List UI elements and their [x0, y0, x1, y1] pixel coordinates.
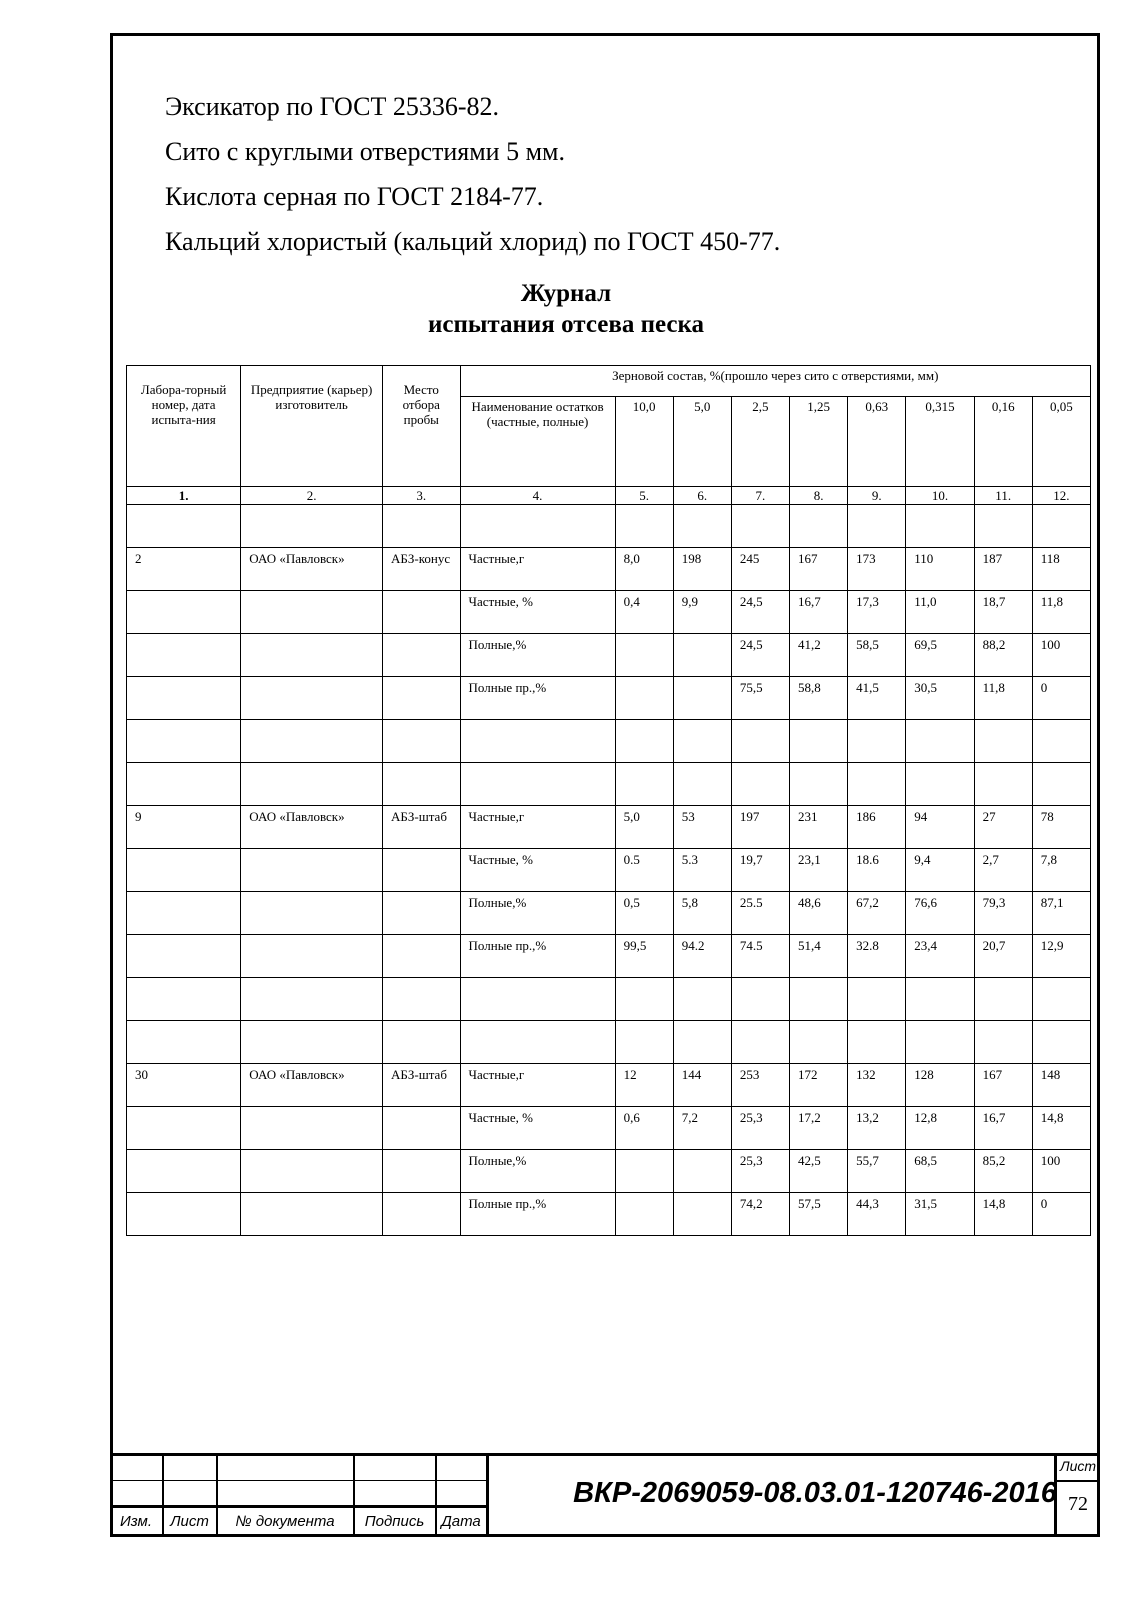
table-cell [127, 677, 241, 720]
table-cell [127, 720, 241, 763]
table-cell: 8,0 [615, 548, 673, 591]
table-cell: 88,2 [974, 634, 1032, 677]
table-cell: 172 [790, 1064, 848, 1107]
table-cell: Частные,г [460, 1064, 615, 1107]
table-cell [615, 720, 673, 763]
journal-subtitle: испытания отсева песка [427, 311, 705, 338]
table-cell: 94 [906, 806, 974, 849]
table-cell [848, 720, 906, 763]
table-cell: 231 [790, 806, 848, 849]
table-cell: Полные пр.,% [460, 1193, 615, 1236]
table-cell: 16,7 [790, 591, 848, 634]
header-sieve-0-63: 0,63 [848, 397, 906, 487]
column-number: 3. [383, 487, 461, 505]
table-cell: 51,4 [790, 935, 848, 978]
table-cell: Частные,г [460, 806, 615, 849]
table-cell [615, 634, 673, 677]
table-cell: 30,5 [906, 677, 974, 720]
table-cell: 0,4 [615, 591, 673, 634]
table-cell [673, 1021, 731, 1064]
table-row [127, 978, 1091, 1021]
table-cell [906, 505, 974, 548]
table-cell [460, 978, 615, 1021]
paragraph-desiccator: Эксикатор по ГОСТ 25336-82. [165, 92, 500, 121]
table-cell [790, 763, 848, 806]
table-cell [673, 720, 731, 763]
table-cell: Полные,% [460, 1150, 615, 1193]
table-cell [241, 720, 383, 763]
table-cell [241, 1021, 383, 1064]
table-cell [906, 763, 974, 806]
table-cell [127, 1150, 241, 1193]
paragraph-sieve: Сито с круглыми отверстиями 5 мм. [165, 137, 565, 166]
table-cell: 87,1 [1032, 892, 1090, 935]
table-cell: 53 [673, 806, 731, 849]
table-cell [383, 1150, 461, 1193]
table-cell: 74,2 [731, 1193, 789, 1236]
header-lab-number: Лабора-торный номер, дата испыта-ния [127, 366, 241, 487]
table-cell: 24,5 [731, 634, 789, 677]
table-cell [383, 1193, 461, 1236]
table-row [127, 548, 1091, 591]
table-cell [383, 720, 461, 763]
column-number: 5. [615, 487, 673, 505]
table-cell: 14,8 [1032, 1107, 1090, 1150]
stamp-label-document: № документа [235, 1513, 335, 1530]
table-cell: 25.5 [731, 892, 789, 935]
table-cell: 48,6 [790, 892, 848, 935]
table-cell: 25,3 [731, 1150, 789, 1193]
table-cell [127, 1193, 241, 1236]
table-cell [127, 978, 241, 1021]
table-cell [848, 978, 906, 1021]
document-number: ВКР-2069059-08.03.01-120746-2016 [573, 1477, 1057, 1509]
table-cell [848, 1021, 906, 1064]
table-cell [383, 1107, 461, 1150]
table-cell [241, 1150, 383, 1193]
table-cell [1032, 763, 1090, 806]
table-cell: АБЗ-штаб [383, 806, 461, 849]
table-cell: 85,2 [974, 1150, 1032, 1193]
table-cell [1032, 1021, 1090, 1064]
table-row [127, 677, 1091, 720]
table-row [127, 1021, 1091, 1064]
table-cell [127, 634, 241, 677]
table-cell [731, 720, 789, 763]
header-sieve-5: 5,0 [673, 397, 731, 487]
table-cell: 5,0 [615, 806, 673, 849]
table-cell [790, 1021, 848, 1064]
column-number: 7. [731, 487, 789, 505]
table-cell: 0,6 [615, 1107, 673, 1150]
column-number: 11. [974, 487, 1032, 505]
table-cell: ОАО «Павловск» [241, 548, 383, 591]
header-sieve-0-315: 0,315 [906, 397, 974, 487]
table-cell: 78 [1032, 806, 1090, 849]
table-cell: 14,8 [974, 1193, 1032, 1236]
table-cell [127, 892, 241, 935]
table-cell: 68,5 [906, 1150, 974, 1193]
column-number: 8. [790, 487, 848, 505]
table-cell: 20,7 [974, 935, 1032, 978]
table-cell [241, 1107, 383, 1150]
sheet-label: Лист [1059, 1458, 1097, 1474]
table-cell: 18,7 [974, 591, 1032, 634]
table-cell: 42,5 [790, 1150, 848, 1193]
table-cell: 11,0 [906, 591, 974, 634]
table-cell [673, 677, 731, 720]
table-cell: 18.6 [848, 849, 906, 892]
column-number: 2. [241, 487, 383, 505]
table-cell [383, 677, 461, 720]
paragraph-sulfuric-acid: Кислота серная по ГОСТ 2184-77. [165, 182, 544, 211]
table-cell: 69,5 [906, 634, 974, 677]
table-cell: 17,2 [790, 1107, 848, 1150]
table-row [127, 763, 1091, 806]
table-cell: 11,8 [974, 677, 1032, 720]
sand-screening-journal-table [126, 365, 1091, 1236]
table-cell [974, 505, 1032, 548]
table-cell [731, 978, 789, 1021]
table-cell: 100 [1032, 1150, 1090, 1193]
table-cell: Частные, % [460, 849, 615, 892]
table-cell: 5.3 [673, 849, 731, 892]
title-block-stamp [110, 1453, 1100, 1537]
table-cell: Частные, % [460, 1107, 615, 1150]
table-cell [790, 720, 848, 763]
table-cell: 0.5 [615, 849, 673, 892]
table-cell [460, 505, 615, 548]
table-cell: 23,4 [906, 935, 974, 978]
table-cell [241, 763, 383, 806]
header-sieve-1-25: 1,25 [790, 397, 848, 487]
table-row [127, 505, 1091, 548]
table-cell [460, 763, 615, 806]
table-cell [241, 634, 383, 677]
header-grain-composition: Зерновой состав, %(прошло через сито с отверстиями, мм) [460, 366, 1090, 397]
table-cell: 58,5 [848, 634, 906, 677]
table-cell: 144 [673, 1064, 731, 1107]
table-cell: 57,5 [790, 1193, 848, 1236]
table-cell: 27 [974, 806, 1032, 849]
table-cell [127, 591, 241, 634]
table-cell: Полные пр.,% [460, 935, 615, 978]
table-cell [460, 720, 615, 763]
table-cell [1032, 720, 1090, 763]
stamp-label-date: Дата [441, 1513, 481, 1530]
table-row [127, 591, 1091, 634]
table-row [127, 849, 1091, 892]
table-cell: 9,9 [673, 591, 731, 634]
table-cell [615, 505, 673, 548]
table-cell [383, 1021, 461, 1064]
header-residue-name: Наименование остатков (частные, полные) [460, 397, 615, 487]
table-cell: 94.2 [673, 935, 731, 978]
column-number: 6. [673, 487, 731, 505]
table-cell [241, 892, 383, 935]
table-cell [974, 1021, 1032, 1064]
table-cell [127, 1021, 241, 1064]
table-cell [615, 1021, 673, 1064]
table-cell: 100 [1032, 634, 1090, 677]
table-cell: 11,8 [1032, 591, 1090, 634]
table-cell: 2 [127, 548, 241, 591]
table-cell: Полные пр.,% [460, 677, 615, 720]
table-cell: АБЗ-конус [383, 548, 461, 591]
table-cell: 17,3 [848, 591, 906, 634]
table-cell: 74.5 [731, 935, 789, 978]
table-cell: 41,5 [848, 677, 906, 720]
table-cell [241, 978, 383, 1021]
table-cell: 245 [731, 548, 789, 591]
table-cell [906, 720, 974, 763]
table-cell: 13,2 [848, 1107, 906, 1150]
table-cell [241, 1193, 383, 1236]
column-number-row [127, 487, 1091, 505]
table-cell [241, 591, 383, 634]
column-number: 10. [906, 487, 974, 505]
table-cell [974, 720, 1032, 763]
table-row [127, 634, 1091, 677]
table-row [127, 1064, 1091, 1107]
table-cell: 55,7 [848, 1150, 906, 1193]
header-sieve-0-16: 0,16 [974, 397, 1032, 487]
table-cell [460, 1021, 615, 1064]
table-cell: 0,5 [615, 892, 673, 935]
table-cell: 186 [848, 806, 906, 849]
table-cell [790, 978, 848, 1021]
table-cell [127, 1107, 241, 1150]
table-cell [383, 849, 461, 892]
table-row [127, 1193, 1091, 1236]
header-sieve-0-05: 0,05 [1032, 397, 1090, 487]
table-cell [1032, 978, 1090, 1021]
table-cell [383, 763, 461, 806]
table-cell: 9,4 [906, 849, 974, 892]
table-row [127, 806, 1091, 849]
table-cell [1032, 505, 1090, 548]
column-number: 12. [1032, 487, 1090, 505]
table-cell [615, 1150, 673, 1193]
table-cell: 198 [673, 548, 731, 591]
header-sampling-place: Место отбора пробы [383, 366, 461, 487]
table-cell [848, 505, 906, 548]
header-enterprise: Предприятие (карьер) изготовитель [241, 366, 383, 487]
table-cell [615, 1193, 673, 1236]
table-cell: 5,8 [673, 892, 731, 935]
table-cell: 19,7 [731, 849, 789, 892]
table-cell [731, 1021, 789, 1064]
header-sieve-10: 10,0 [615, 397, 673, 487]
table-cell: 24,5 [731, 591, 789, 634]
paragraph-calcium-chloride: Кальций хлористый (кальций хлорид) по ГОСТ 450-77. [165, 227, 781, 256]
table-cell [241, 505, 383, 548]
table-cell: 75,5 [731, 677, 789, 720]
table-cell: 32.8 [848, 935, 906, 978]
table-cell [383, 634, 461, 677]
table-cell: Полные,% [460, 634, 615, 677]
table-cell: 41,2 [790, 634, 848, 677]
table-cell: 148 [1032, 1064, 1090, 1107]
table-cell: Полные,% [460, 892, 615, 935]
table-cell [127, 935, 241, 978]
table-cell [383, 505, 461, 548]
table-cell: 44,3 [848, 1193, 906, 1236]
table-cell: 12 [615, 1064, 673, 1107]
table-cell: 9 [127, 806, 241, 849]
table-cell [848, 763, 906, 806]
column-number: 1. [127, 487, 241, 505]
table-cell [974, 763, 1032, 806]
table-cell [615, 978, 673, 1021]
table-cell [731, 505, 789, 548]
table-cell: 12,9 [1032, 935, 1090, 978]
table-cell: АБЗ-штаб [383, 1064, 461, 1107]
table-cell [790, 505, 848, 548]
table-cell: 167 [790, 548, 848, 591]
table-cell [127, 849, 241, 892]
table-cell: 2,7 [974, 849, 1032, 892]
table-cell: 23,1 [790, 849, 848, 892]
table-cell: 58,8 [790, 677, 848, 720]
table-cell [673, 1193, 731, 1236]
table-cell: 167 [974, 1064, 1032, 1107]
table-cell: 110 [906, 548, 974, 591]
table-cell [241, 677, 383, 720]
table-cell: ОАО «Павловск» [241, 806, 383, 849]
table-cell: 76,6 [906, 892, 974, 935]
table-cell: 12,8 [906, 1107, 974, 1150]
table-cell: ОАО «Павловск» [241, 1064, 383, 1107]
table-cell [673, 1150, 731, 1193]
table-cell [906, 1021, 974, 1064]
table-cell: 67,2 [848, 892, 906, 935]
table-cell: 7,2 [673, 1107, 731, 1150]
table-cell [673, 763, 731, 806]
column-number: 9. [848, 487, 906, 505]
table-cell: 197 [731, 806, 789, 849]
stamp-label-change: Изм. [120, 1513, 152, 1530]
column-number: 4. [460, 487, 615, 505]
table-cell: 30 [127, 1064, 241, 1107]
table-cell [241, 849, 383, 892]
table-cell [383, 935, 461, 978]
table-cell: Частные, % [460, 591, 615, 634]
table-row [127, 1107, 1091, 1150]
table-cell: 0 [1032, 1193, 1090, 1236]
table-cell: 0 [1032, 677, 1090, 720]
table-cell [383, 892, 461, 935]
table-cell [383, 591, 461, 634]
journal-title: Журнал [520, 280, 612, 307]
header-sieve-2-5: 2,5 [731, 397, 789, 487]
stamp-label-signature: Подпись [364, 1513, 425, 1530]
table-cell [127, 505, 241, 548]
table-row [127, 892, 1091, 935]
sheet-number: 72 [1068, 1493, 1088, 1515]
table-cell: 7,8 [1032, 849, 1090, 892]
table-cell: 132 [848, 1064, 906, 1107]
table-row [127, 935, 1091, 978]
table-cell: Частные,г [460, 548, 615, 591]
table-cell [241, 935, 383, 978]
table-cell [383, 978, 461, 1021]
table-cell [673, 978, 731, 1021]
table-cell: 173 [848, 548, 906, 591]
stamp-label-sheet: Лист [170, 1513, 209, 1530]
table-cell [673, 505, 731, 548]
table-cell: 128 [906, 1064, 974, 1107]
table-cell [615, 763, 673, 806]
table-cell: 16,7 [974, 1107, 1032, 1150]
table-cell [673, 634, 731, 677]
table-cell [974, 978, 1032, 1021]
table-row [127, 720, 1091, 763]
table-cell [127, 763, 241, 806]
table-cell: 253 [731, 1064, 789, 1107]
table-cell: 25,3 [731, 1107, 789, 1150]
table-cell: 118 [1032, 548, 1090, 591]
table-cell: 31,5 [906, 1193, 974, 1236]
table-cell: 99,5 [615, 935, 673, 978]
table-row [127, 1150, 1091, 1193]
table-cell [731, 763, 789, 806]
table-cell [615, 677, 673, 720]
table-cell: 187 [974, 548, 1032, 591]
table-cell [906, 978, 974, 1021]
table-cell: 79,3 [974, 892, 1032, 935]
